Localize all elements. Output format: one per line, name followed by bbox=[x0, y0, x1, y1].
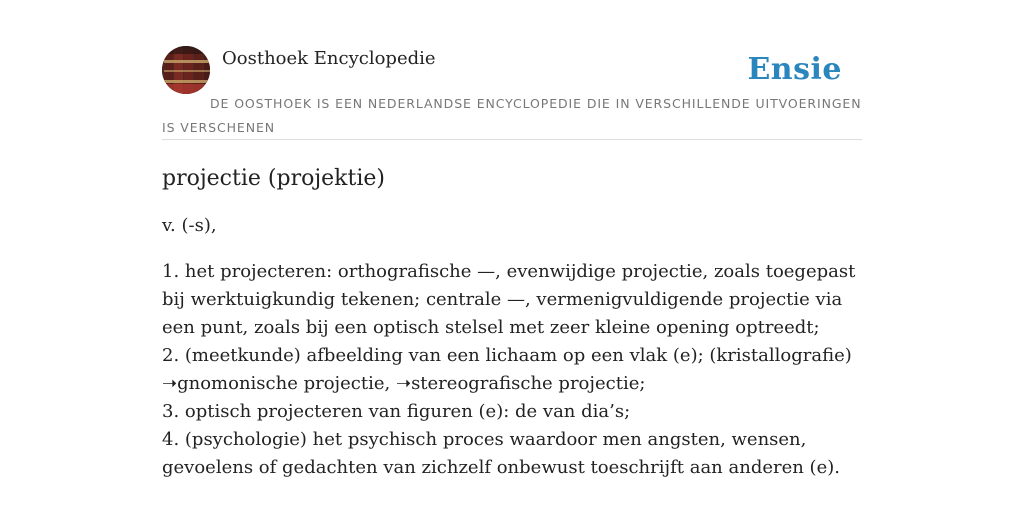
dictionary-entry bbox=[162, 162, 872, 482]
site-title[interactable]: Oosthoek Encyclopedie bbox=[222, 48, 436, 69]
definition-item bbox=[162, 342, 872, 398]
brand-logo-link[interactable]: Ensie bbox=[747, 52, 842, 87]
definition-text: 2. (meetkunde) afbeelding van een lichaam op een vlak (e); (kristallografie) bbox=[162, 345, 852, 366]
arrow-right-icon: ➝ bbox=[395, 373, 412, 394]
entry-headword: projectie (projektie) bbox=[162, 166, 385, 191]
definition-text: ; bbox=[639, 373, 646, 394]
definition-item: 4. (psychologie) het psychisch proces waardoor men angsten, wensen, gevoelens of gedachten van zichzelf onbewust toeschrijft aan anderen (e). bbox=[162, 429, 840, 478]
site-tagline: DE OOSTHOEK IS EEN NEDERLANDSE ENCYCLOPEDIE DIE IN VERSCHILLENDE UITVOERINGEN IS VERSCHENEN bbox=[162, 96, 862, 135]
definition-item: 3. optisch projecteren van figuren (e): de van dia’s; bbox=[162, 401, 631, 422]
definition-separator: , bbox=[384, 373, 396, 394]
xref-stereografische-projectie[interactable]: stereografische projectie bbox=[411, 373, 640, 394]
xref-gnomonische-projectie[interactable]: gnomonische projectie bbox=[177, 373, 385, 394]
header-divider bbox=[162, 139, 862, 140]
encyclopedia-books-icon[interactable] bbox=[162, 46, 210, 94]
definition-list bbox=[162, 258, 872, 482]
arrow-right-icon: ➝ bbox=[162, 373, 178, 394]
entry-grammar: v. (-s), bbox=[162, 215, 217, 236]
definition-item: 1. het projecteren: orthografische —, evenwijdige projectie, zoals toegepast bij werktuigkundig tekenen; centrale —, vermenigvuldigende projectie via een punt, zoals bij een optisch stelsel met zeer kleine opening optreedt; bbox=[162, 261, 856, 338]
